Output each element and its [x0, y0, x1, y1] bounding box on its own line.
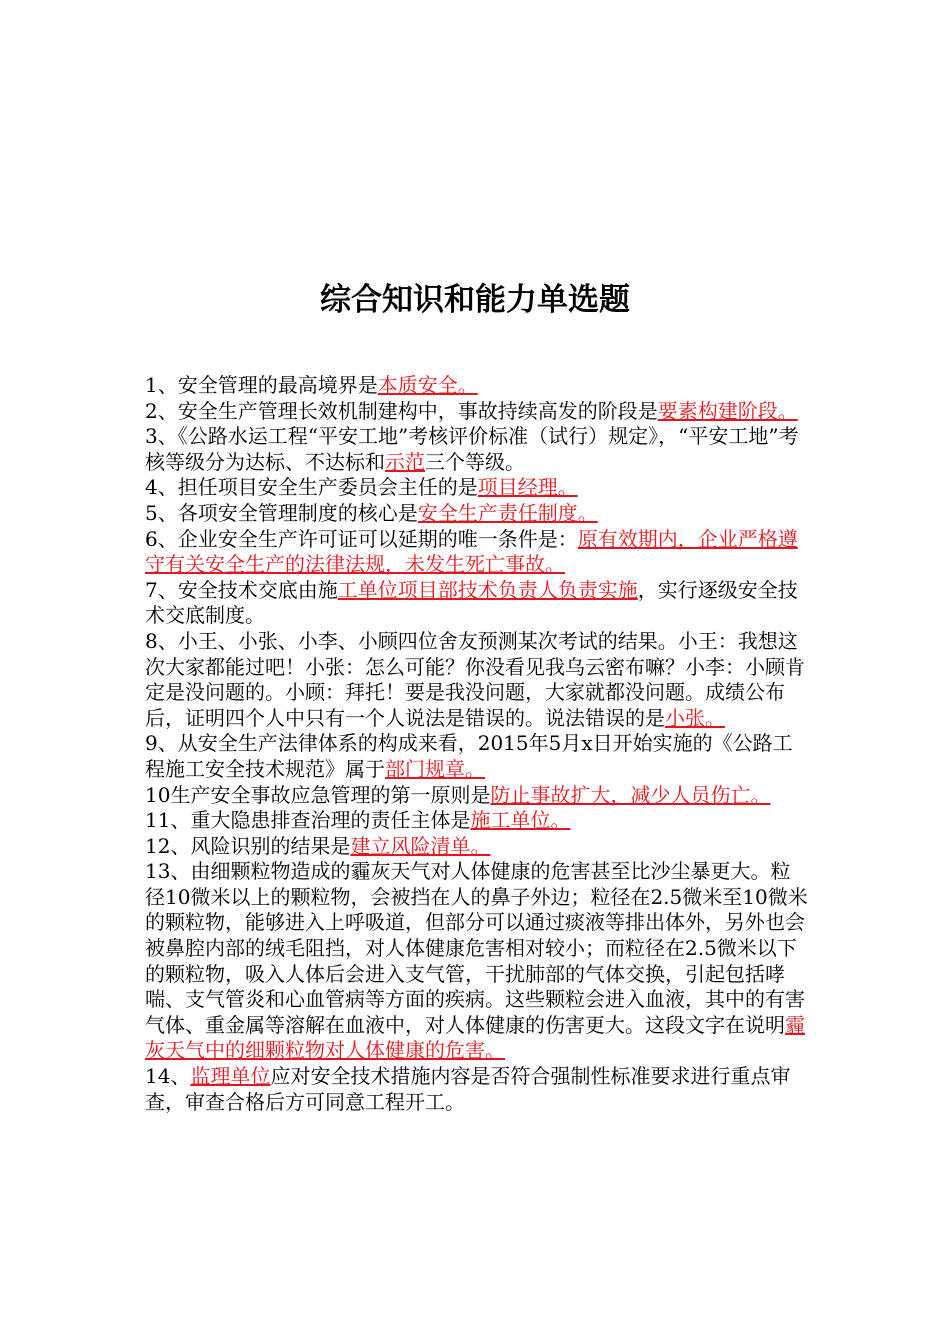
answer-text: 监理单位 — [190, 1064, 271, 1089]
answer-text: 工单位项目部技术负责人负责实施 — [337, 577, 638, 602]
question-item: 10生产安全事故应急管理的第一原则是防止事故扩大，减少人员伤亡。 — [145, 782, 771, 807]
answer-text: 小张。 — [665, 705, 725, 730]
question-item: 12、风险识别的结果是建立风险清单。 — [145, 833, 491, 858]
question-item: 8、小王、小张、小李、小顾四位舍友预测某次考试的结果。小王：我想这次大家都能过吧！小张：怎么可能？你没看见我乌云密布嘛？小李：小顾肯定是没问题的。小顾：拜托！要是我没问题，大家就都没问题。成绩公布后，证明四个人中只有一个人说法是错误的。说法错误的是小张。 — [145, 628, 805, 730]
answer-text: 建立风险清单。 — [350, 833, 491, 858]
question-item: 5、各项安全管理制度的核心是安全生产责任制度。 — [145, 500, 598, 525]
question-item: 4、担任项目安全生产委员会主任的是项目经理。 — [145, 475, 578, 500]
question-item: 11、重大隐患排查治理的责任主体是施工单位。 — [145, 808, 571, 833]
answer-text: 要素构建阶段。 — [657, 398, 798, 423]
answer-text: 部门规章。 — [385, 756, 485, 781]
answer-text: 防止事故扩大，减少人员伤亡。 — [490, 782, 771, 807]
question-item: 14、监理单位应对安全技术措施内容是否符合强制性标准要求进行重点审查，审查合格后方可同意工程开工。 — [145, 1064, 791, 1114]
answer-text: 原有效期内，企业严格遵守有关安全生产的法律法规，未发生死亡事故。 — [145, 526, 798, 577]
page-title: 综合知识和能力单选题 — [320, 282, 630, 318]
answer-text: 安全生产责任制度。 — [417, 500, 598, 525]
answer-text: 施工单位。 — [470, 808, 571, 833]
answer-text: 本质安全。 — [377, 373, 478, 397]
question-item: 2、安全生产管理长效机制建构中，事故持续高发的阶段是要素构建阶段。 — [145, 398, 798, 423]
answer-text: 霾灰天气中的细颗粒物对人体健康的危害。 — [145, 1012, 805, 1063]
question-item: 7、安全技术交底由施工单位项目部技术负责人负责实施，实行逐级安全技术交底制度。 — [145, 577, 798, 628]
question-item: 3、《公路水运工程“平安工地”考核评价标准（试行）规定》，“平安工地”考核等级分为达标、不达标和示范三个等级。 — [145, 424, 799, 474]
question-item: 13、由细颗粒物造成的霾灰天气对人体健康的危害甚至比沙尘暴更大。粒径10微米以上的颗粒物，会被挡在人的鼻子外边；粒径在2.5微米至10微米的颗粒物，能够进入上呼吸道，但部分可以通过痰液等排出体外，另外也会被鼻腔内部的绒毛阻挡，对人体健康危害相对较小；而粒径在2.5微米以下的颗粒物，吸入人体后会进入支气管，干扰肺部的气体交换，引起包括哮喘、支气管炎和心血管病等方面的疾病。这些颗粒会进入血液，其中的有害气体、重金属等溶解在血液中，对人体健康的伤害更大。这段文字在说明霾灰天气中的细颗粒物对人体健康的危害。 — [145, 859, 808, 1063]
question-item: 1、安全管理的最高境界是本质安全。 — [145, 373, 478, 397]
answer-text: 项目经理。 — [477, 475, 578, 500]
question-item: 6、企业安全生产许可证可以延期的唯一条件是：原有效期内，企业严格遵守有关安全生产的法律法规，未发生死亡事故。 — [145, 526, 798, 577]
question-item: 9、从安全生产法律体系的构成来看，2015年5月x日开始实施的《公路工程施工安全技术规范》属于部门规章。 — [145, 731, 793, 781]
answer-text: 示范 — [385, 449, 425, 474]
question-list — [145, 373, 810, 1115]
